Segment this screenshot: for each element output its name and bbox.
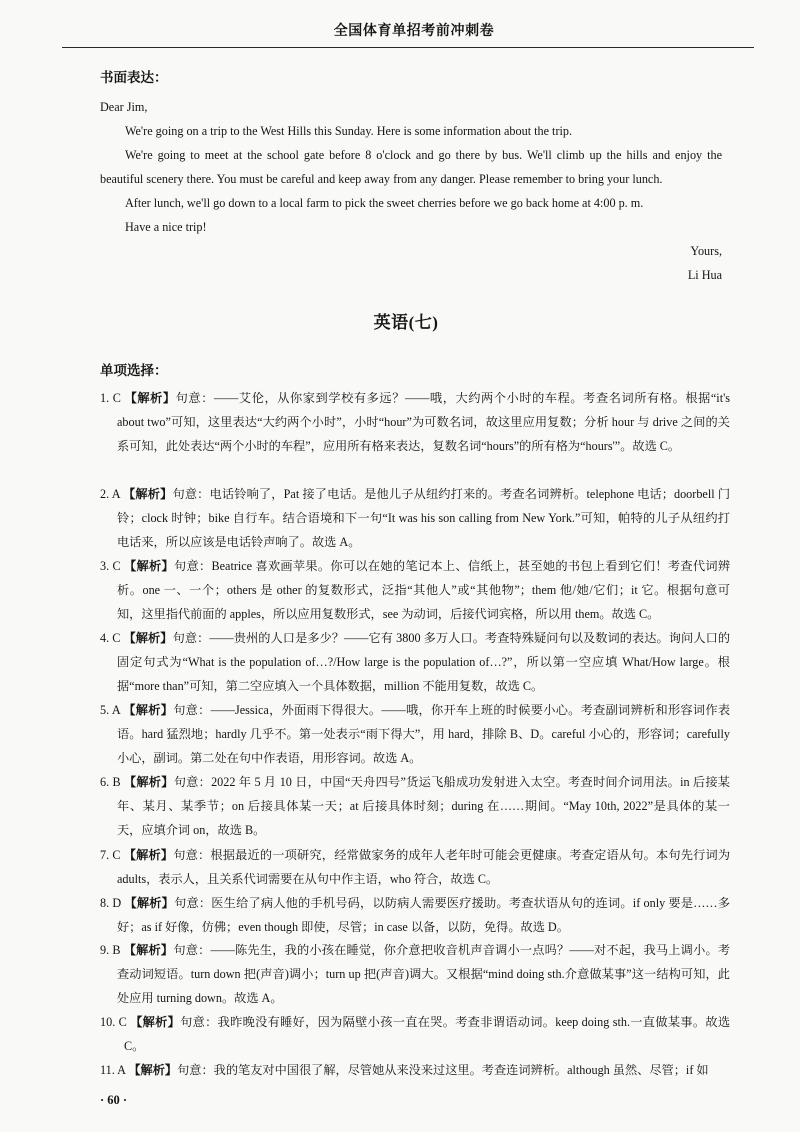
item-label: 【解析】 bbox=[128, 1063, 178, 1077]
item-label: 【解析】 bbox=[123, 487, 173, 501]
answer-item bbox=[100, 891, 730, 939]
answer-item bbox=[100, 843, 730, 891]
item-answer: B bbox=[112, 775, 121, 789]
item-explanation: 句意：——贵州的人口是多少？——它有 3800 多万人口。考查特殊疑问句以及数词的表达。询问人口的固定句式为“What is the population of…?/How large is the population of…?”，所以第一空应填 What/How large。根据“more than”可知，第二空应填入一个具体数据，million 不能用复数，故选 C。 bbox=[117, 631, 731, 693]
item-answer: C bbox=[118, 1015, 127, 1029]
item-number: 1. bbox=[100, 391, 110, 405]
answer-item bbox=[100, 698, 730, 770]
item-explanation: 句意：根据最近的一项研究，经常做家务的成年人老年时可能会更健康。考查定语从句。本句先行词为 adults，表示人，且关系代词需要在从句中作主语，who 符合，故选 C。 bbox=[117, 848, 731, 886]
item-label: 【解析】 bbox=[123, 943, 174, 957]
running-header: 全国体育单招考前冲刺卷 bbox=[333, 24, 495, 39]
item-answer: D bbox=[112, 896, 122, 910]
item-explanation: 句意：2022 年 5 月 10 日，中国“天舟四号”货运飞船成功发射进入太空。考查时间介词用法。in 后接某年、某月、某季节；on 后接具体某一天；at 后接具体时刻；during 在……期间。“May 10th, 2022”是具体的某一天，应填介词 on，故选 B。 bbox=[117, 775, 730, 837]
item-number: 6. bbox=[100, 775, 110, 789]
item-explanation: 句意：——陈先生，我的小孩在睡觉，你介意把收音机声音调小一点吗？——对不起，我马上调小。考查动词短语。turn down 把(声音)调小；turn up 把(声音)调大。又根据“mind doing sth.介意做某事”这一结构可知，此处应用 turning down。故选 A。 bbox=[117, 943, 731, 1005]
item-label: 【解析】 bbox=[124, 896, 175, 910]
item-explanation: 句意：我昨晚没有睡好，因为隔壁小孩一直在哭。考查非谓语动词。keep doing sth.一直做某事。故选 C。 bbox=[124, 1015, 731, 1053]
item-label: 【解析】 bbox=[123, 631, 173, 645]
answer-item bbox=[100, 626, 730, 698]
item-explanation: 句意：电话铃响了，Pat 接了电话。是他儿子从纽约打来的。考查名词辨析。telephone 电话；doorbell 门铃；clock 时钟；bike 自行车。结合语境和下一句“It was his son calling from New York.”可知，帕特的儿子从纽约打电话来，所以应该是电话铃声响了。故选 A。 bbox=[117, 487, 731, 549]
writing-heading: 书面表达： bbox=[100, 70, 168, 85]
item-explanation: 句意：——艾伦，从你家到学校有多远？——哦，大约两个小时的车程。考查名词所有格。根据“it's about two”可知，这里表达“大约两个小时”，小时“hour”为可数名词，故这里应用复数；分析 hour 与 drive 之间的关系可知，此处表达“两个小时的车程”，应用所有格来表达，复数名词“hours”的所有格为“hours'”。故选 C。 bbox=[117, 391, 731, 453]
answer-item bbox=[100, 482, 730, 554]
letter-paragraph: After lunch, we'll go down to a local farm to pick the sweet cherries before we go back home at 4:00 p. m. bbox=[125, 196, 644, 210]
answer-item bbox=[100, 554, 730, 626]
header-rule bbox=[62, 47, 754, 48]
item-number: 2. bbox=[100, 487, 110, 501]
item-explanation: 句意：我的笔友对中国很了解，尽管她从来没来过这里。考查连词辨析。although 虽然、尽管；if 如 bbox=[177, 1063, 709, 1077]
item-number: 8. bbox=[100, 896, 110, 910]
answer-item bbox=[100, 770, 730, 842]
letter-signature: Li Hua bbox=[687, 268, 722, 282]
item-answer: A bbox=[111, 703, 120, 717]
item-answer: A bbox=[117, 1063, 126, 1077]
item-answer: C bbox=[112, 631, 121, 645]
item-answer: B bbox=[112, 943, 121, 957]
item-number: 11. bbox=[100, 1063, 115, 1077]
letter-paragraph: We're going on a trip to the West Hills this Sunday. Here is some information about the trip. bbox=[125, 124, 573, 138]
letter-paragraph: Have a nice trip! bbox=[125, 220, 207, 234]
answer-item bbox=[100, 1010, 730, 1058]
letter-salutation: Dear Jim, bbox=[100, 100, 148, 114]
item-number: 4. bbox=[100, 631, 110, 645]
item-label: 【解析】 bbox=[123, 775, 174, 789]
item-answer: C bbox=[112, 559, 121, 573]
item-number: 10. bbox=[100, 1015, 116, 1029]
item-label: 【解析】 bbox=[123, 703, 174, 717]
item-explanation: 句意：Beatrice 喜欢画苹果。你可以在她的笔记本上、信纸上，甚至她的书包上看到它们！考查代词辨析。one 一、一个；others 是 other 的复数形式，泛指“其他人”或“其他物”；them 他/她/它们；it 它。根据句意可知，这里指代前面的 apples，所以应用复数形式，see 为动词，后接代词宾格，所以用 them。故选 C。 bbox=[117, 559, 731, 621]
item-explanation: 句意：医生给了病人他的手机号码，以防病人需要医疗援助。考查状语从句的连词。if only 要是……多好；as if 好像，仿佛；even though 即使，尽管；in case 以备，以防，免得。故选 D。 bbox=[117, 896, 731, 934]
item-explanation: 句意：——Jessica，外面雨下得很大。——哦，你开车上班的时候要小心。考查副词辨析和形容词作表语。hard 猛烈地；hardly 几乎不。第一处表示“雨下得大”，用 hard，排除 B、D。careful 小心的，形容词；carefully 小心，副词。第二处在句中作表语，用形容词。故选 A。 bbox=[117, 703, 731, 765]
item-label: 【解析】 bbox=[123, 848, 174, 862]
letter-closing: Yours, bbox=[690, 244, 722, 258]
item-answer: A bbox=[111, 487, 120, 501]
item-answer: C bbox=[112, 391, 121, 405]
answer-item bbox=[100, 1058, 730, 1082]
answer-item bbox=[100, 938, 730, 1010]
item-label: 【解析】 bbox=[130, 1015, 181, 1029]
item-number: 7. bbox=[100, 848, 110, 862]
answer-item bbox=[100, 386, 730, 458]
item-label: 【解析】 bbox=[124, 391, 176, 405]
page-number: · 60 · bbox=[100, 1093, 128, 1107]
letter bbox=[100, 95, 722, 287]
section-title: 英语(七) bbox=[373, 313, 439, 332]
item-number: 5. bbox=[100, 703, 110, 717]
item-number: 3. bbox=[100, 559, 110, 573]
letter-paragraph: We're going to meet at the school gate before 8 o'clock and go there by bus. We'll climb up the hills and enjoy the beautiful scenery there. You must be careful and keep away from any danger. Please remember to bring your lunch. bbox=[100, 148, 722, 186]
item-number: 9. bbox=[100, 943, 110, 957]
choice-heading: 单项选择： bbox=[100, 363, 168, 378]
item-label: 【解析】 bbox=[124, 559, 174, 573]
item-answer: C bbox=[112, 848, 121, 862]
